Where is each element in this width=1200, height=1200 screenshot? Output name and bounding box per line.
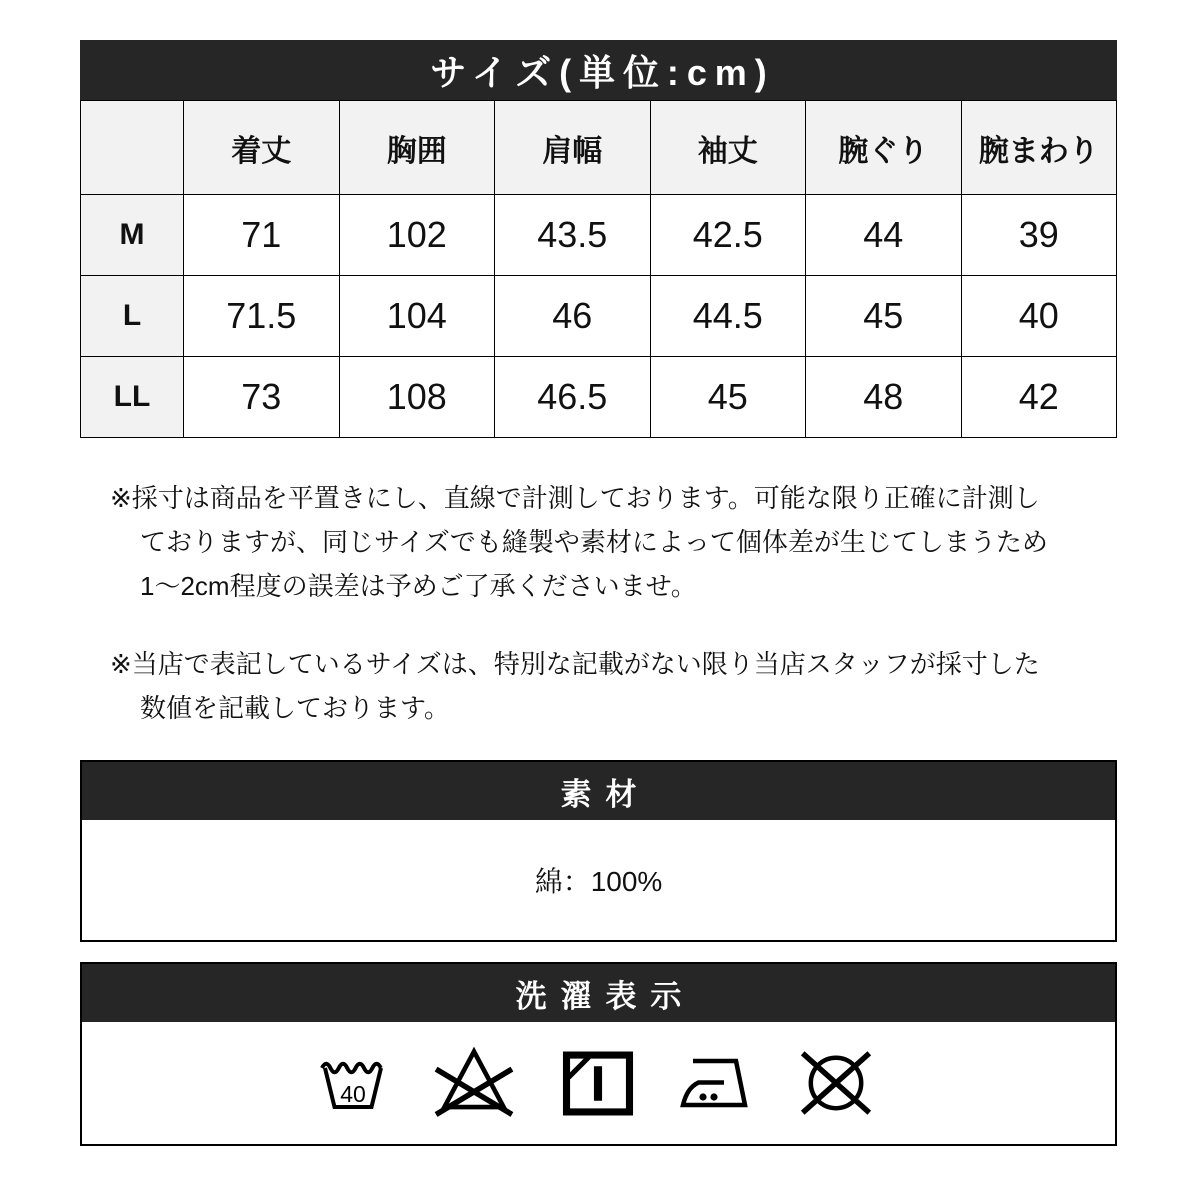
cell-value: 45 [806,276,962,357]
cell-value: 44 [806,195,962,276]
care-symbols [320,1046,878,1120]
size-table-title: サイズ(単位:cm) [80,40,1117,100]
cell-value: 46 [495,276,651,357]
laundry-section-title: 洗濯表示 [82,964,1115,1022]
column-header-body-length: 着丈 [184,101,340,195]
table-row-m [81,195,1117,276]
cell-value: 73 [184,357,340,438]
do-not-bleach-icon [432,1046,516,1120]
cell-value: 71 [184,195,340,276]
cell-value: 71.5 [184,276,340,357]
cell-value: 102 [339,195,495,276]
table-row-l [81,276,1117,357]
table-row-ll [81,357,1117,438]
material-section [80,760,1117,942]
size-table [80,100,1117,438]
cell-value: 108 [339,357,495,438]
size-table-header-row [81,101,1117,195]
measurement-note: ※採寸は商品を平置きにし、直線で計測しております。可能な限り正確に計測し ておりますが、同じサイズでも縫製や素材によって個体差が生じてしまうため 1～2cm程度の誤差は予めご了承くださいませ。 [110,483,1048,601]
wash-temp-label: 40 [339,1081,366,1107]
material-value: 綿：100% [534,866,663,897]
cell-value: 42 [961,357,1117,438]
size-label: L [81,276,184,357]
corner-cell [81,101,184,195]
laundry-section [80,962,1117,1146]
iron-medium-icon [680,1057,748,1109]
line-dry-in-shade-icon [562,1051,634,1116]
cell-value: 42.5 [650,195,806,276]
cell-value: 43.5 [495,195,651,276]
size-label: LL [81,357,184,438]
do-not-dryclean-icon [794,1047,878,1119]
column-header-chest: 胸囲 [339,101,495,195]
column-header-arm-width: 腕まわり [961,101,1117,195]
cell-value: 40 [961,276,1117,357]
wash-40-icon [320,1055,386,1111]
column-header-sleeve: 袖丈 [650,101,806,195]
cell-value: 39 [961,195,1117,276]
column-header-armhole: 腕ぐり [806,101,962,195]
cell-value: 44.5 [650,276,806,357]
cell-value: 45 [650,357,806,438]
cell-value: 104 [339,276,495,357]
material-section-title: 素材 [82,762,1115,820]
staff-measured-note: ※当店で表記しているサイズは、特別な記載がない限り当店スタッフが採寸した 数値を記載しております。 [110,649,1040,723]
cell-value: 46.5 [495,357,651,438]
size-label: M [81,195,184,276]
cell-value: 48 [806,357,962,438]
column-header-shoulder: 肩幅 [495,101,651,195]
